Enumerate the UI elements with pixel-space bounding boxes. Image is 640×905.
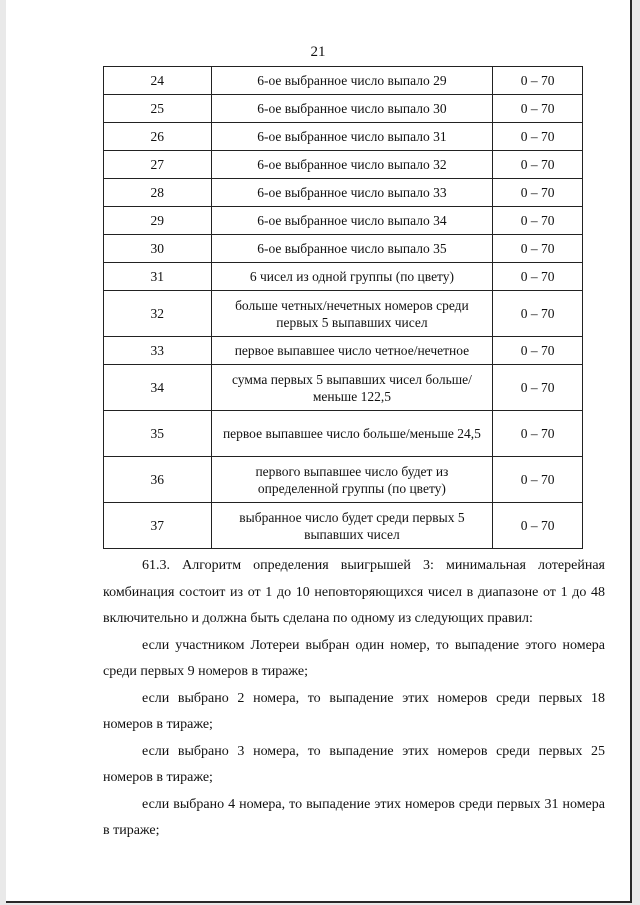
rules-table <box>103 66 583 549</box>
row-range: 0 – 70 <box>493 503 583 549</box>
table-row <box>104 179 583 207</box>
row-number: 29 <box>104 207 212 235</box>
row-number: 37 <box>104 503 212 549</box>
row-description: 6-ое выбранное число выпало 35 <box>211 235 493 263</box>
row-description: 6-ое выбранное число выпало 34 <box>211 207 493 235</box>
paragraph-algorithm-3: 61.3. Алгоритм определения выигрышей 3: минимальная лотерейная комбинация состоит из от 1 до 10 неповторяющихся чисел в диапазоне от 1 до 48 включительно и должна быть сделана по одному из следующих правил: <box>103 558 605 626</box>
paragraph-rule-1-number: если участником Лотереи выбран один номер, то выпадение этого номера среди первых 9 номеров в тираже; <box>103 637 605 679</box>
row-range: 0 – 70 <box>493 207 583 235</box>
table-row <box>104 503 583 549</box>
table-row <box>104 263 583 291</box>
table-row <box>104 411 583 457</box>
row-range: 0 – 70 <box>493 95 583 123</box>
row-range: 0 – 70 <box>493 365 583 411</box>
paragraph-rule-2-numbers: если выбрано 2 номера, то выпадение этих номеров среди первых 18 номеров в тираже; <box>103 690 605 732</box>
row-number: 33 <box>104 337 212 365</box>
row-description: первого выпавшее число будет из определенной группы (по цвету) <box>211 457 493 503</box>
row-number: 32 <box>104 291 212 337</box>
row-range: 0 – 70 <box>493 179 583 207</box>
row-number: 30 <box>104 235 212 263</box>
row-range: 0 – 70 <box>493 151 583 179</box>
row-number: 28 <box>104 179 212 207</box>
paragraph-rule-3-numbers: если выбрано 3 номера, то выпадение этих номеров среди первых 25 номеров в тираже; <box>103 743 605 785</box>
table-row <box>104 207 583 235</box>
row-number: 25 <box>104 95 212 123</box>
paragraph-rule-4-numbers: если выбрано 4 номера, то выпадение этих номеров среди первых 31 номера в тираже; <box>103 796 605 838</box>
row-description: 6-ое выбранное число выпало 33 <box>211 179 493 207</box>
row-number: 36 <box>104 457 212 503</box>
row-description: первое выпавшее число четное/нечетное <box>211 337 493 365</box>
row-number: 24 <box>104 67 212 95</box>
row-description: выбранное число будет среди первых 5 выпавших чисел <box>211 503 493 549</box>
table-row <box>104 151 583 179</box>
row-description: 6-ое выбранное число выпало 31 <box>211 123 493 151</box>
row-description: первое выпавшее число больше/меньше 24,5 <box>211 411 493 457</box>
table-row <box>104 67 583 95</box>
table-row <box>104 95 583 123</box>
row-range: 0 – 70 <box>493 123 583 151</box>
row-description: 6-ое выбранное число выпало 29 <box>211 67 493 95</box>
row-description: сумма первых 5 выпавших чисел больше/меньше 122,5 <box>211 365 493 411</box>
table-row <box>104 337 583 365</box>
row-range: 0 – 70 <box>493 263 583 291</box>
row-number: 34 <box>104 365 212 411</box>
row-description: 6 чисел из одной группы (по цвету) <box>211 263 493 291</box>
row-range: 0 – 70 <box>493 337 583 365</box>
row-description: больше четных/нечетных номеров среди первых 5 выпавших чисел <box>211 291 493 337</box>
table-row <box>104 235 583 263</box>
table-row <box>104 457 583 503</box>
row-range: 0 – 70 <box>493 457 583 503</box>
row-range: 0 – 70 <box>493 67 583 95</box>
page-number: 21 <box>310 44 326 60</box>
document-page <box>6 0 632 903</box>
table-row <box>104 291 583 337</box>
table-row <box>104 365 583 411</box>
row-description: 6-ое выбранное число выпало 30 <box>211 95 493 123</box>
table-row <box>104 123 583 151</box>
row-number: 35 <box>104 411 212 457</box>
row-range: 0 – 70 <box>493 291 583 337</box>
row-description: 6-ое выбранное число выпало 32 <box>211 151 493 179</box>
row-number: 31 <box>104 263 212 291</box>
row-number: 27 <box>104 151 212 179</box>
body-text <box>103 553 605 845</box>
row-range: 0 – 70 <box>493 235 583 263</box>
row-range: 0 – 70 <box>493 411 583 457</box>
row-number: 26 <box>104 123 212 151</box>
